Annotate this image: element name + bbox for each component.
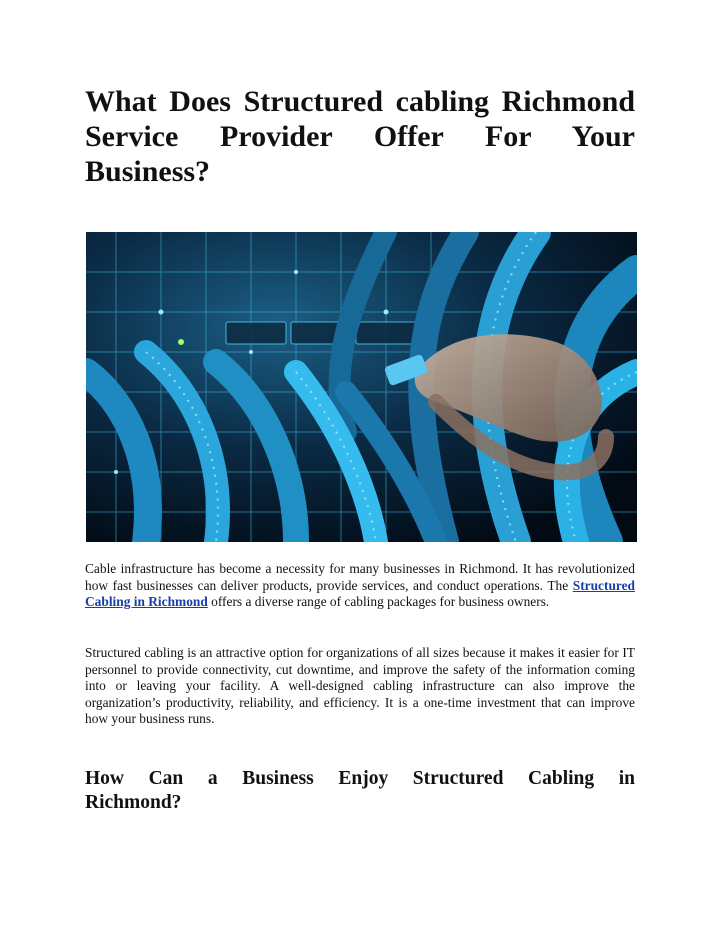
benefits-paragraph: Structured cabling is an attractive option for organizations of all sizes because it makes it easier for IT personnel to provide connectivity, cut downtime, and improve the safety of the information coming into or leaving your facility. A well-designed cabling infrastructure can also improve the organization’s productivity, reliability, and efficiency. It is a one-time investment that can improve how your business runs. bbox=[85, 645, 635, 727]
section-heading-line-1: How Can a Business Enjoy Structured Cabling in bbox=[85, 768, 635, 789]
intro-paragraph bbox=[85, 561, 635, 611]
section-heading-line-2: Richmond? bbox=[85, 792, 182, 813]
intro-text-end: offers a diverse range of cabling packages for business owners. bbox=[207, 594, 550, 610]
section-heading bbox=[85, 767, 635, 815]
intro-text-start: Cable infrastructure has become a necessity for many businesses in Richmond. It has revolutionized how fast businesses can deliver products, provide services, and conduct operations. The bbox=[85, 561, 635, 593]
title-line-2: Service Provider Offer For Your bbox=[85, 120, 635, 153]
hero-image bbox=[86, 232, 637, 542]
title-line-3: Business? bbox=[85, 155, 211, 188]
page-title bbox=[85, 84, 635, 189]
title-line-1: What Does Structured cabling Richmond bbox=[85, 85, 635, 118]
structured-cabling-link[interactable]: Structured Cabling in Richmond bbox=[85, 577, 635, 610]
